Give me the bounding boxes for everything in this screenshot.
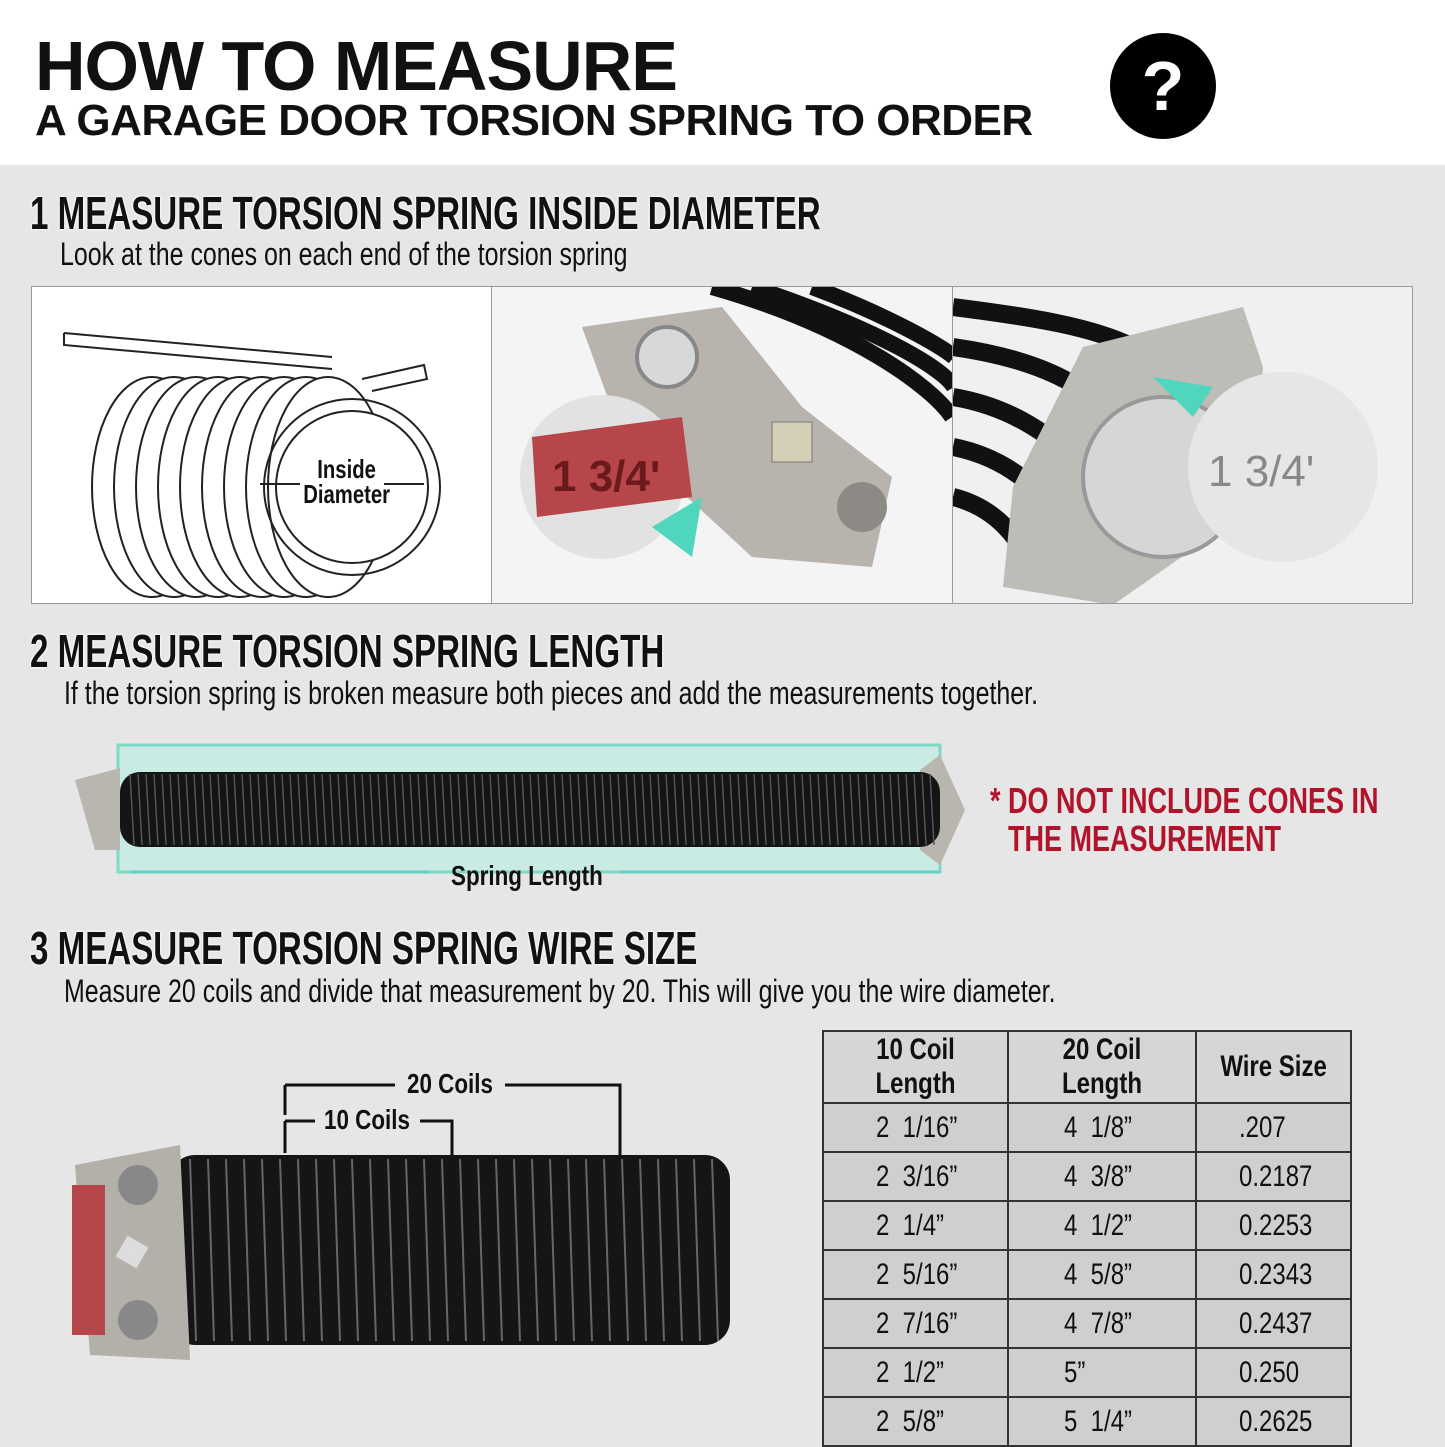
table-cell bbox=[1196, 1250, 1351, 1299]
section1-subtext: Look at the cones on each end of the torsion spring bbox=[60, 236, 628, 272]
section3-heading: 3 MEASURE TORSION SPRING WIRE SIZE bbox=[30, 922, 698, 974]
label-10-coils: 10 Coils bbox=[324, 1104, 410, 1135]
warning-line-2: THE MEASUREMENT bbox=[1008, 818, 1282, 859]
table-cell bbox=[823, 1152, 1008, 1201]
table-cell bbox=[1196, 1201, 1351, 1250]
table-row bbox=[823, 1152, 1351, 1201]
table-cell bbox=[1008, 1348, 1196, 1397]
warning-line-1: * DO NOT INCLUDE CONES IN bbox=[990, 780, 1379, 821]
section2-heading: 2 MEASURE TORSION SPRING LENGTH bbox=[30, 625, 665, 677]
cone-marking: 1 3/4' bbox=[552, 452, 661, 501]
white-cone-photo bbox=[952, 286, 1413, 604]
inside-label: Inside bbox=[317, 454, 377, 484]
table-cell bbox=[1196, 1103, 1351, 1152]
cell-value: 4 1/2” bbox=[1064, 1208, 1133, 1242]
table-cell bbox=[1008, 1250, 1196, 1299]
cell-value: 4 1/8” bbox=[1064, 1110, 1133, 1144]
column-header-label: Wire Size bbox=[1220, 1050, 1327, 1083]
table-cell bbox=[1196, 1299, 1351, 1348]
cell-value: 0.2253 bbox=[1239, 1208, 1313, 1242]
table-row bbox=[823, 1250, 1351, 1299]
page-title: HOW TO MEASURE bbox=[35, 27, 677, 105]
spring-length-photo bbox=[60, 740, 980, 880]
table-cell bbox=[1196, 1348, 1351, 1397]
spring-length-label: Spring Length bbox=[451, 860, 603, 891]
coil-diagram bbox=[32, 287, 492, 604]
wire-size-table bbox=[822, 1030, 1352, 1447]
cell-value: 2 1/16” bbox=[876, 1110, 958, 1144]
cell-value: 2 3/16” bbox=[876, 1159, 958, 1193]
cell-value: 0.2187 bbox=[1239, 1159, 1313, 1193]
label-20-coils: 20 Coils bbox=[407, 1068, 493, 1099]
table-cell bbox=[823, 1299, 1008, 1348]
cell-value: 5 1/4” bbox=[1064, 1404, 1133, 1438]
cell-value: 4 5/8” bbox=[1064, 1257, 1133, 1291]
red-cone-photo bbox=[491, 286, 953, 604]
table-cell bbox=[1196, 1152, 1351, 1201]
section2-subtext: If the torsion spring is broken measure both pieces and add the measurements together. bbox=[64, 675, 1039, 711]
cone-marking-white: 1 3/4' bbox=[1208, 447, 1315, 496]
section3-subtext: Measure 20 coils and divide that measurement by 20. This will give you the wire diameter. bbox=[64, 973, 1056, 1009]
column-header bbox=[1196, 1031, 1351, 1103]
table-cell bbox=[1008, 1299, 1196, 1348]
table-cell bbox=[1008, 1201, 1196, 1250]
page-subtitle: A GARAGE DOOR TORSION SPRING TO ORDER bbox=[35, 96, 1033, 145]
cell-value: 4 7/8” bbox=[1064, 1306, 1133, 1340]
coil-diagram-panel bbox=[31, 286, 492, 604]
table-row bbox=[823, 1103, 1351, 1152]
table-cell bbox=[1008, 1152, 1196, 1201]
column-header bbox=[823, 1031, 1008, 1103]
cell-value: 2 1/4” bbox=[876, 1208, 945, 1242]
table-row bbox=[823, 1201, 1351, 1250]
cell-value: 0.250 bbox=[1239, 1355, 1300, 1389]
cell-value: .207 bbox=[1239, 1110, 1286, 1144]
table-cell bbox=[823, 1250, 1008, 1299]
cell-value: 2 5/8” bbox=[876, 1404, 945, 1438]
question-icon: ? bbox=[1110, 33, 1216, 139]
table-cell bbox=[1008, 1103, 1196, 1152]
table-cell bbox=[823, 1201, 1008, 1250]
cell-value: 2 1/2” bbox=[876, 1355, 945, 1389]
cell-value: 5” bbox=[1064, 1355, 1086, 1389]
table-cell bbox=[823, 1103, 1008, 1152]
cell-value: 2 7/16” bbox=[876, 1306, 958, 1340]
table-row bbox=[823, 1348, 1351, 1397]
cell-value: 2 5/16” bbox=[876, 1257, 958, 1291]
column-header bbox=[1008, 1031, 1196, 1103]
column-header-label: 10 Coil Length bbox=[875, 1033, 956, 1100]
diameter-label: Diameter bbox=[303, 479, 391, 509]
cell-value: 4 3/8” bbox=[1064, 1159, 1133, 1193]
section1-heading: 1 MEASURE TORSION SPRING INSIDE DIAMETER bbox=[30, 187, 821, 239]
table-row bbox=[823, 1299, 1351, 1348]
table-header-row bbox=[823, 1031, 1351, 1103]
column-header-label: 20 Coil Length bbox=[1062, 1033, 1142, 1100]
table-cell bbox=[823, 1348, 1008, 1397]
cell-value: 0.2625 bbox=[1239, 1404, 1313, 1438]
cell-value: 0.2343 bbox=[1239, 1257, 1313, 1291]
cell-value: 0.2437 bbox=[1239, 1306, 1313, 1340]
